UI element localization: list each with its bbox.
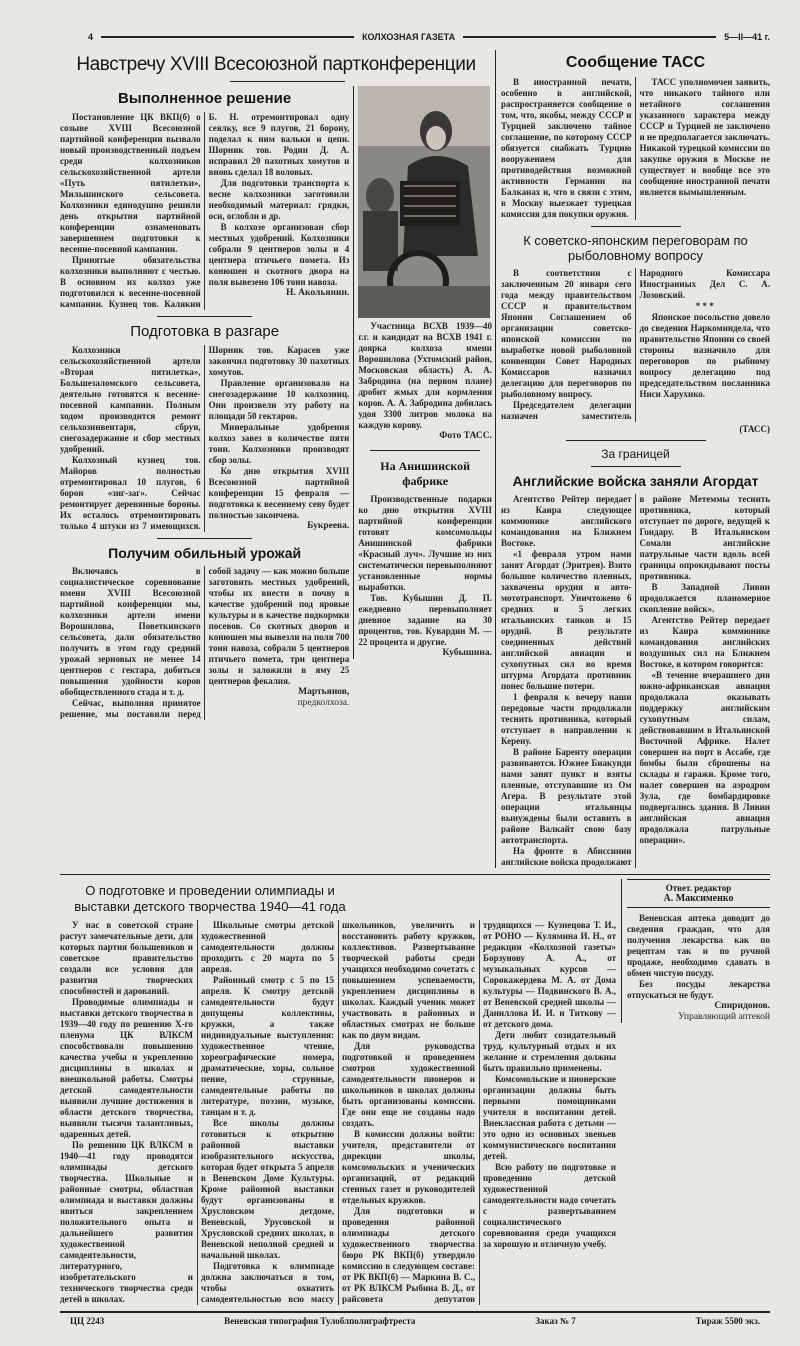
article-title: О подготовке и проведении олимпиады и выставки детского творчества 1940—41 года (74, 883, 346, 914)
rubric: За границей (601, 447, 670, 461)
paragraph: В комиссии должны войти: учителя, представители от дирекции школы, комсомольских и ученических организаций, от редакций стенных газет и руководителей отдельных кружков. (342, 1129, 475, 1205)
paragraph: Постановление ЦК ВКП(б) о созыве XVIII Всесоюзной партийной конференции вызвало новый производственный подъем среди колхозников сельскохозяйственной артели «Путь пятилетки», Мильшинского сельсовета. Колхозники единодушно решили день открытия партийной конференции ознаменовать завершением подготовки к весенне-посевной кампании. (60, 112, 201, 254)
masthead-rule (463, 36, 716, 38)
paragraph: Для подготовки и проведения районной олимпиады детского художественного творчества бюро РК ВКП(б) утвердило комиссию в следующем составе: от РК ВКП(б) — Маркина В. С., от РК ВЛКСМ Рыбина В. Д., от райсовета депутатов трудящихся — Кузнецова Т. И., от РОНО — Кулямина И. Н., от редакции «Колхозной газеты» Борзунову А. А., от музыкальных курсов — Сорокажердева М. А. от Дома культуры — Подвинского В. А., от Веневской средней школы — Даниллова И. И. и Титкову — от детского дома. (342, 920, 616, 1304)
right-column (495, 50, 770, 868)
paragraph: В иностранной печати, особенно в английской, распространяется сообщение о том, что, якобы, между СССР и Турцией заключено тайное соглашение, по которому СССР обязуется снабжать Турцию вооружением для противодействия возможной активности Германии на Балканах и, что в связи с этим, в Москву выезжает турецкая комиссия для покупки оружия. (501, 77, 632, 219)
paragraph: Японское посольство довело до сведения Наркоминдела, что правительство Японии со своей стороны назначило для переговоров по рыбному вопросу делегацию под председательством посланника Ниси Харухико. (639, 312, 770, 399)
paragraph: Агентство Рейтер передает из Каира коммюнике командования английских воздушных сил на Ближнем Востоке, в котором говорится: (639, 615, 770, 669)
article-body (358, 494, 492, 659)
printer: Веневская типография Тулоблполиграфтреста (224, 1316, 416, 1326)
paragraph: Без посуды лекарства отпускаться не будут. (627, 979, 770, 1000)
signature: Н. Акольянин. (286, 288, 350, 298)
article-body (60, 566, 349, 720)
left-articles (60, 86, 353, 720)
censor-code: ЦЦ 2243 (70, 1316, 105, 1326)
paragraph: Принятые обязательства колхозники выполняют с честью. В основном их колхоз уже подготовился к весенне-посевной кампании. Кузнец тов. Калякин Б. Н. отремонтировал одну сеялку, все 9 плугов, 21 борону, поделал к ним вальки и цепи. Шорник тов. Родин Д. А. исправил 20 пахотных хомутов и вновь сделал 18 воловых. (60, 112, 350, 309)
paper-name: КОЛХОЗНАЯ ГАЗЕТА (362, 32, 456, 42)
paragraph: Подготовка к олимпиаде должна заключаться в том, чтобы охватить самодеятельностью всю массу школьников, увеличить и восстановить работу кружков, коллективов. Развертывание творческой работы среди учащихся необходимо сочетать с повышением успеваемости, укреплением дисциплины в школах. Каждый ученик может участвовать в районных и областных смотрах не больше как по двум видам. (201, 920, 475, 1304)
paragraph: У нас в советской стране растут замечательные дети, для которых партия большевиков и советское правительство создали все условия для развития творческих способностей и дарований. (60, 920, 193, 996)
footer (60, 1311, 770, 1326)
banner-headline: Навстречу XVIII Всесоюзной партконференции (76, 54, 476, 75)
editor-block (627, 879, 770, 908)
paragraph: «В течение вчерашнего дня южно-африканская авиация продолжала оказывать поддержку английским сухопутным силам, действовавшим в Итальянской Восточной Африке. Налет совершен на порт в Ассабе, где бомбы были сброшены на склады и гаражи. Кроме того, налет совершен на аэродром Зула, где бомбардировке подвергались здания. В Ливии английская авиация продолжала патрульные операции». (639, 670, 770, 845)
paragraph: «1 февраля утром нами занят Агордат (Эритрея). Взято большое количество пленных, захвачены орудия и авто-мототранспорт. Уничтожено 6 средних и 5 легких итальянских танков и 15 орудий. В результате соединенных действий английской авиации и сухопутных сил во время штурма Агордата противник понес большие потери. (501, 549, 632, 691)
paragraph: ТАСС уполномочен заявить, что никакого тайного или нетайного соглашения указанного характера между СССР и Турцией не заключено и не предполагается заключать. Никакой турецкой комиссии по закупке оружия в Москве не существует и вообще все это сообщение иностранной печати является вымышленным. (639, 77, 770, 197)
article-title: Подготовка в разгаре (130, 323, 280, 340)
signature: Кубышина. (442, 648, 492, 658)
paragraph: Проводимые олимпиады и выставки детского творчества в 1939—40 году по решению X-го пленума ЦК ВЛКСМ способствовали повышению качества учебы и укреплению дисциплины в школах и внешкольной работы. Смотры детской самодеятельности выявили лучшие достижения в области детского творчества, выявили тысячи талантливых, одаренных детей. (60, 997, 193, 1139)
paragraph: Колхозники сельскохозяйственной артели «Вторая пятилетка», Большезаломского сельсовета, деятельно готовятся к весенне-посевной кампании. Полным ходом производится ремонт сельхозинвентаря, сбруи, снегозадержание и сбор местных удобрений. (60, 345, 201, 454)
paragraph: В колхозе организован сбор местных удобрений. Колхозники собрали 9 центнеров золы и 4 центнера птичьего помета. Из конюшен и скотного двора на поля вывезено 106 тонн навоза. (208, 222, 350, 287)
separator-stars: * * * (695, 301, 714, 311)
paragraph: Правление организовало на снегозадержание 10 колхозниц. Они произвели эту работу на площади 50 гектаров. (208, 378, 350, 421)
masthead (60, 30, 770, 44)
article-body (60, 920, 616, 1305)
pharmacy-notice (627, 913, 770, 1023)
article-body (501, 494, 770, 868)
order-number: Заказ № 7 (535, 1316, 576, 1326)
paragraph: Веневская аптека доводит до сведения граждан, что для получения лекарства как по рецептам так и по ручной продаже, необходимо сдавать в обмен чистую посуду. (627, 913, 770, 978)
paragraph: Районный смотр с 5 по 15 апреля. К смотру детской самодеятельности будут допущены коллективы, кружки, а также индивидуальные выступления: художественное чтение, хореографические номера, драматические, хоры, сольное пение, струнные, самодеятельные работы по литературе, поэзии, музыке, танцам и т. д. (201, 975, 334, 1117)
signature: Спиридонов. (714, 1001, 770, 1011)
editor-label: Ответ. редактор (665, 883, 732, 893)
paragraph: Все школы должны готовиться к открытию районной выставки изобразительного искусства, которая будет открыта 5 апреля в Веневском Доме Культуры. Кроме районной выставки будут организованы в Хрусловском детдоме, Веневской, Урусовской и Хрусловской средних школах, в Веневской неполной средней и начальной школах. (201, 1118, 334, 1260)
paragraph: Дети любят созидательный труд, культурный отдых и их желание и стремления должны быть правильно применены. (483, 1030, 616, 1073)
paragraph: В Западной Ливии продолжается планомерное скопление войск». (639, 582, 770, 614)
article-body (501, 268, 770, 422)
paragraph: В районе Баренту операции развиваются. Южнее Биакунди нами занят пункт и взяты пленные, отступавшие из Ом Агера. В результате этой операции итальянцы вынуждены были оставить в районе Валкайт свою базу автотранспорта. (501, 747, 632, 845)
masthead-rule (101, 36, 354, 38)
article-body (501, 77, 770, 220)
top-section (60, 50, 770, 868)
signature-role: предколхоза. (297, 698, 350, 708)
paragraph: На фронте в Абиссинии английские войска продолжают в районе Метеммы теснить противника, который отступает по дороге, ведущей к Гондару. В Итальянском Сомали английские патрульные части вдоль всей границы опрокидывают посты противника. (501, 494, 770, 867)
article-title: На Анишинской фабрике (380, 459, 471, 488)
paragraph: Колхозный кузнец тов. Майоров полностью отремонтировал 10 плугов, 6 борон «зиг-заг». Сейчас ремонтирует деревянные бороны. Их осталось отремонтировать только 4 штуки из 7 имеющихся. Шорник тов. Карасев уже закончил подготовку 30 пахотных хомутов. (60, 345, 350, 531)
editor-name: А. Максименко (663, 893, 734, 904)
photo-caption-block (358, 321, 492, 442)
paragraph: Сейчас, выполняя принятое решение, мы поставили перед собой задачу — как можно больше заготовить местных удобрений, чтобы их внести в почву в качестве удобрений под яровые культуры и в качестве подкормки посевов. Со скотных дворов и конюшен мы вывезли на поля 700 тонн навоза, собрали 5 центнеров птичьего помета, три центнера золы и заложили в яму 25 центнеров фекалия. (60, 566, 350, 719)
paragraph: Председателем делегации назначен заместитель Народного Комиссара Иностранных Дел С. А. Лозовский. (501, 268, 770, 421)
paragraph: Тов. Кубышин Д. П. ежедневно перевыполняет дневное задание на 30 процентов, тов. Кувардин М. — 22 процента и другие. (358, 593, 492, 647)
article-title: Выполненное решение (118, 90, 292, 107)
page-number: 4 (88, 32, 94, 42)
article-title: Получим обильный урожай (108, 545, 302, 561)
paragraph: По решению ЦК ВЛКСМ в 1940—41 году проводятся олимпиады детского творчества. Школьные и районные смотры, областная олимпиада и выставки должны явиться закреплением положительного опыта и дальнейшего развития художественной самодеятельности, литературного, изобретательского и технического творчества среди детей в школах. (60, 1140, 193, 1304)
signature-role: Управляющий аптекой (678, 1012, 770, 1022)
paragraph: Минеральные удобрения колхоз завез в количестве пяти тонн. Колхозники производят сбор золы. (208, 422, 350, 465)
article-title: К советско-японским переговорам по рыболовному вопросу (523, 233, 748, 263)
paragraph: Производственные подарки ко дню открытия XVIII партийной конференции готовят комсомольцы Анишинской фабрики «Красный луч». Лучшие из них систематически перевыполняют установленные нормы выработки. (358, 494, 492, 592)
photo-column (353, 86, 492, 659)
paragraph: 1 февраля к вечеру наши передовые части продолжали теснить противника, который отступает в направлении к Керену. (501, 692, 632, 746)
paragraph: Для подготовки транспорта к весне колхозники заготовили необходимый материал: грядки, оси, оглобли и др. (208, 178, 350, 221)
issue-date: 5—II—41 г. (724, 32, 770, 42)
paragraph: В соответствии с заключенным 20 января сего года между правительством СССР и правительством Японии Соглашением об организации советско-японской комиссии по выработке новой рыболовной конвенции Совет Народных Комиссаров назначил делегацию для переговоров по рыболовному вопросу. (501, 268, 632, 399)
photo-credit: Фото ТАСС. (439, 431, 492, 441)
paragraph: Ко дню открытия XVIII Всесоюзной партийной конференции 15 февраля — подготовка к весеннему севу будет полностью закончена. (208, 466, 350, 520)
article-title: Английские войска заняли Агордат (512, 473, 759, 489)
article-body (60, 345, 349, 532)
article-title: Сообщение ТАСС (565, 54, 706, 71)
photo-caption: Участница ВСХВ 1939—40 г.г. и кандидат на ВСХВ 1941 г. доярка колхоза имени Ворошилова (Ухтомский район, Московская область) А. А. Забродина (на первом плане) дробит жмых для кормления коров. А. А. Забродина добилась удоя 3300 литров молока на каждую корову. (358, 321, 492, 430)
paragraph: Школьные смотры детской художественной самодеятельности должны проходить с 20 марта по 5 апреля. (201, 920, 334, 974)
olympiad-section (60, 879, 621, 1305)
article-body (60, 112, 349, 310)
circulation: Тираж 5500 экз. (695, 1316, 760, 1326)
paragraph: Для руководства подготовкой и проведением смотров художественной самодеятельности пионеров и школьников в школах должны быть организованы комиссии. Где они еще не созданы надо создать. (342, 1041, 475, 1128)
party-conference-section (60, 50, 495, 720)
source-tass: (ТАСС) (739, 424, 770, 434)
paragraph: Агентство Рейтер передает из Каира следующее коммюнике английского командования на Ближнем Востоке. (501, 494, 632, 548)
photo-milkmaid (358, 86, 490, 318)
paragraph: Комсомольские и пионерские организации должны быть первыми помощниками учителя в воспитании детей. Внеклассная работа с детьми — это одно из основных звеньев коммунистического воспитания детей. (483, 1074, 616, 1161)
right-bottom-column (621, 879, 770, 1023)
paragraph: Всю работу по подготовке и проведению детской художественной самодеятельности надо сочетать с развертыванием социалистического соревнования среди учащихся за хорошую и отличную учебу. (483, 1162, 616, 1249)
signature: Букреева. (307, 521, 350, 531)
bottom-section (60, 874, 770, 1305)
signature: Мартьянов, (298, 687, 350, 697)
paragraph: Включаясь в социалистическое соревнование имени XVIII Всесоюзной партийной конференции мы, колхозники артели имени Ворошилова, Поветкинского сельсовета, дали обязательство получить в этом году средний урожай зерновых не менее 14 центнеров с гектара, добиться повышения удойности коров обобществленного стада и т. д. (60, 566, 201, 697)
